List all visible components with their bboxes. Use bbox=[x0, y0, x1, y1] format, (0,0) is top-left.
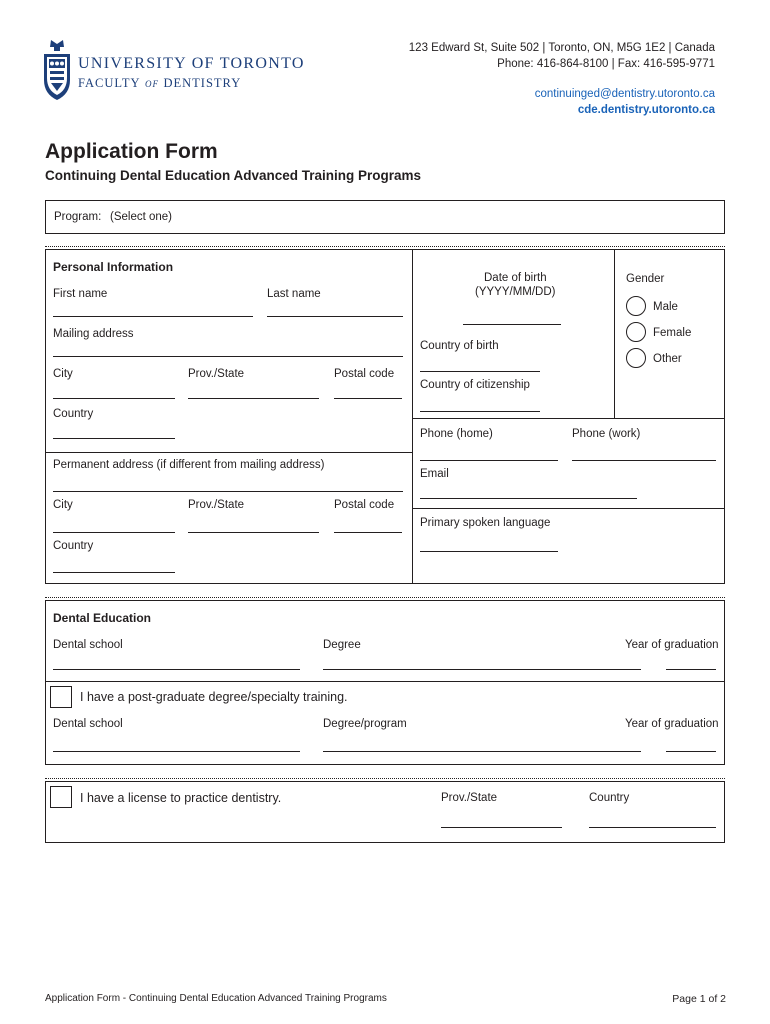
mailing-address-label: Mailing address bbox=[53, 328, 134, 340]
personal-info-title: Personal Information bbox=[53, 260, 174, 274]
university-logo bbox=[40, 38, 330, 102]
section-divider bbox=[45, 597, 725, 598]
dental-education-title: Dental Education bbox=[53, 611, 152, 625]
email-link[interactable]: continuinged@dentistry.utoronto.ca bbox=[534, 88, 715, 100]
postgrad-dental-school-label: Dental school bbox=[53, 718, 123, 730]
program-label: Program: bbox=[54, 211, 102, 223]
page-title: Application Form bbox=[45, 140, 218, 163]
email-field[interactable] bbox=[420, 498, 637, 499]
prov-state-label: Prov./State bbox=[188, 368, 245, 380]
page-subtitle: Continuing Dental Education Advanced Training Programs bbox=[45, 168, 422, 183]
prov-state-label: Prov./State bbox=[188, 499, 245, 511]
contact-block bbox=[409, 40, 715, 118]
page-number: Page 1 of 2 bbox=[672, 993, 726, 1005]
personal-info-section bbox=[45, 249, 725, 584]
city-label: City bbox=[53, 499, 73, 511]
first-name-label: First name bbox=[53, 288, 108, 300]
degree-label: Degree bbox=[323, 639, 361, 651]
license-prov-state-field[interactable] bbox=[441, 827, 562, 828]
city-field[interactable] bbox=[53, 398, 175, 399]
gender-female-label: Female bbox=[653, 327, 692, 339]
license-checkbox-label: I have a license to practice dentistry. bbox=[80, 791, 282, 805]
dob-format-label: (YYYY/MM/DD) bbox=[475, 286, 556, 298]
license-prov-state-label: Prov./State bbox=[441, 792, 498, 804]
country-label: Country bbox=[53, 540, 94, 552]
email-label: Email bbox=[420, 468, 449, 480]
degree-program-field[interactable] bbox=[323, 751, 641, 752]
degree-field[interactable] bbox=[323, 669, 641, 670]
phone-home-label: Phone (home) bbox=[420, 428, 493, 440]
gender-divider bbox=[614, 249, 615, 419]
postal-code-label: Postal code bbox=[334, 499, 395, 511]
permanent-postal-code-field[interactable] bbox=[334, 532, 402, 533]
website-link[interactable]: cde.dentistry.utoronto.ca bbox=[577, 104, 715, 116]
license-country-field[interactable] bbox=[589, 827, 716, 828]
gender-male-label: Male bbox=[653, 301, 678, 313]
phone-work-label: Phone (work) bbox=[572, 428, 641, 440]
country-of-citizenship-field[interactable] bbox=[420, 411, 540, 412]
prov-state-field[interactable] bbox=[188, 398, 319, 399]
city-label: City bbox=[53, 368, 73, 380]
crest-icon bbox=[42, 38, 72, 102]
row-divider bbox=[45, 452, 413, 453]
primary-language-label: Primary spoken language bbox=[420, 517, 551, 529]
gender-other-radio[interactable] bbox=[626, 348, 646, 368]
country-of-citizenship-label: Country of citizenship bbox=[420, 379, 530, 391]
postgrad-checkbox[interactable] bbox=[50, 686, 72, 708]
gender-label: Gender bbox=[626, 273, 665, 285]
postgrad-year-graduation-label: Year of graduation bbox=[625, 718, 719, 730]
column-divider bbox=[412, 249, 413, 584]
last-name-label: Last name bbox=[267, 288, 321, 300]
license-checkbox[interactable] bbox=[50, 786, 72, 808]
gender-female-radio[interactable] bbox=[626, 322, 646, 342]
address-text: 123 Edward St, Suite 502 | Toronto, ON, M5G 1E2 | Canada bbox=[408, 42, 715, 54]
gender-male-radio[interactable] bbox=[626, 296, 646, 316]
dob-field[interactable] bbox=[463, 324, 561, 325]
first-name-field[interactable] bbox=[53, 316, 253, 317]
postgrad-year-graduation-field[interactable] bbox=[666, 751, 716, 752]
phone-home-field[interactable] bbox=[420, 460, 558, 461]
dental-school-label: Dental school bbox=[53, 639, 123, 651]
program-select[interactable] bbox=[45, 200, 725, 234]
section-divider bbox=[45, 778, 725, 779]
phone-work-field[interactable] bbox=[572, 460, 716, 461]
country-field[interactable] bbox=[53, 438, 175, 439]
permanent-country-field[interactable] bbox=[53, 572, 175, 573]
license-country-label: Country bbox=[589, 792, 630, 804]
section-divider bbox=[45, 246, 725, 247]
postal-code-label: Postal code bbox=[334, 368, 395, 380]
postgrad-dental-school-field[interactable] bbox=[53, 751, 300, 752]
country-of-birth-label: Country of birth bbox=[420, 340, 499, 352]
logo-faculty-name: FACULTY OF DENTISTRY bbox=[78, 76, 242, 90]
row-divider bbox=[412, 418, 725, 419]
postal-code-field[interactable] bbox=[334, 398, 402, 399]
logo-university-name: UNIVERSITY OF TORONTO bbox=[78, 55, 305, 72]
country-label: Country bbox=[53, 408, 94, 420]
footer-title: Application Form - Continuing Dental Education Advanced Training Programs bbox=[45, 993, 387, 1004]
last-name-field[interactable] bbox=[267, 316, 403, 317]
permanent-city-field[interactable] bbox=[53, 532, 175, 533]
country-of-birth-field[interactable] bbox=[420, 371, 540, 372]
row-divider bbox=[412, 508, 725, 509]
year-graduation-field[interactable] bbox=[666, 669, 716, 670]
phone-fax-text: Phone: 416-864-8100 | Fax: 416-595-9771 bbox=[497, 58, 715, 70]
year-graduation-label: Year of graduation bbox=[625, 639, 719, 651]
permanent-address-label: Permanent address (if different from mailing address) bbox=[53, 459, 325, 471]
permanent-address-field[interactable] bbox=[53, 491, 403, 492]
gender-other-label: Other bbox=[653, 353, 682, 365]
permanent-prov-state-field[interactable] bbox=[188, 532, 319, 533]
program-hint: (Select one) bbox=[110, 211, 173, 223]
row-divider bbox=[45, 681, 725, 682]
degree-program-label: Degree/program bbox=[323, 718, 407, 730]
postgrad-checkbox-label: I have a post-graduate degree/specialty training. bbox=[80, 690, 348, 704]
dob-label: Date of birth bbox=[484, 272, 547, 284]
primary-language-field[interactable] bbox=[420, 551, 558, 552]
dental-school-field[interactable] bbox=[53, 669, 300, 670]
mailing-address-field[interactable] bbox=[53, 356, 403, 357]
